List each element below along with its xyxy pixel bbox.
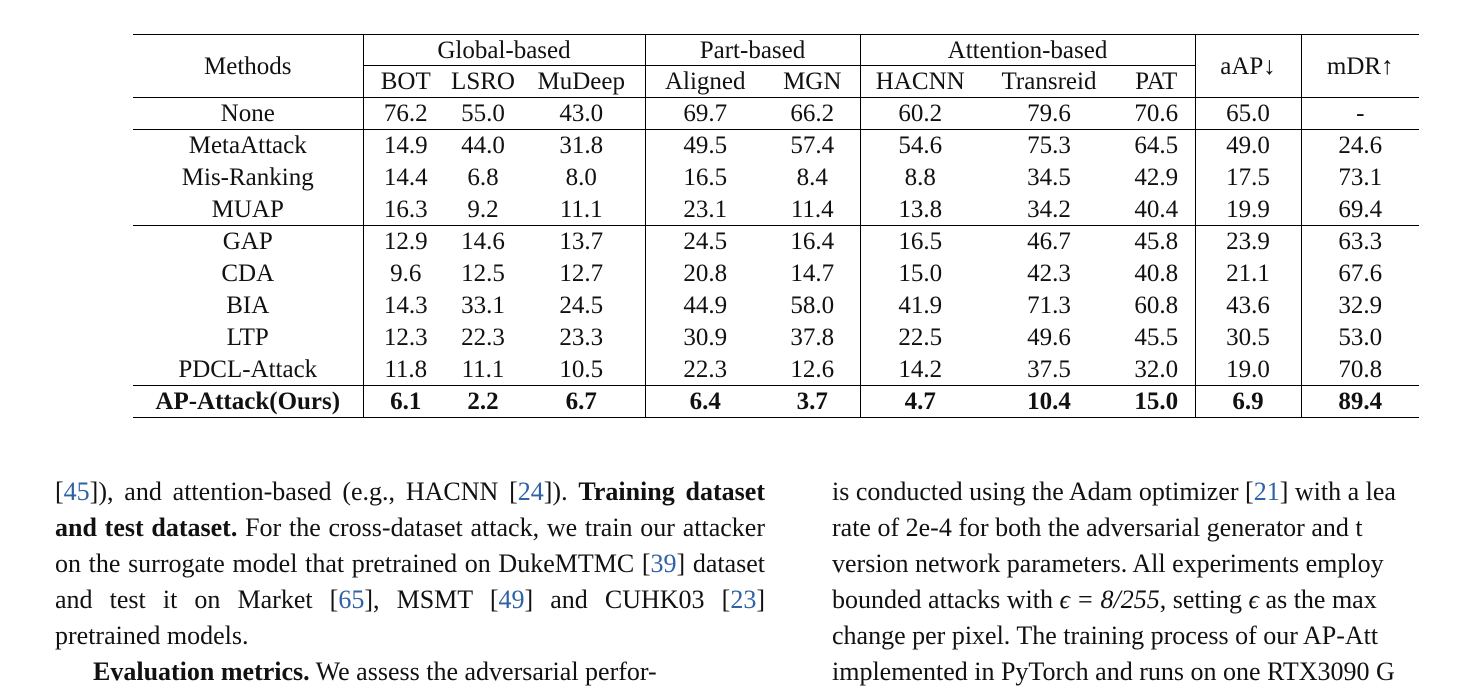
table-row <box>133 226 1419 258</box>
left-text-column <box>55 474 765 690</box>
value-cell: 33.1 <box>461 292 505 319</box>
text-line: bounded attacks with ϵ = 8/255, setting ϵ as the max <box>832 585 1377 614</box>
aap-header: aAP↓ <box>1195 35 1301 98</box>
value-cell: 14.6 <box>461 228 505 256</box>
value-cell: 32.9 <box>1301 290 1419 322</box>
value-cell: 45.8 <box>1134 228 1179 256</box>
text-line: implemented in PyTorch and runs on one RTX3090 G <box>832 657 1395 686</box>
mdr-header: mDR↑ <box>1301 35 1419 98</box>
value-cell: 16.3 <box>363 194 448 226</box>
value-cell: 69.7 <box>645 98 765 130</box>
citation-link[interactable]: 49 <box>498 585 525 614</box>
value-cell: 37.8 <box>790 324 835 351</box>
value-cell: 11.1 <box>461 355 505 383</box>
value-cell: 9.6 <box>363 258 448 290</box>
method-cell: CDA <box>221 260 275 287</box>
table-row <box>133 130 1419 162</box>
value-cell: 10.5 <box>559 355 604 383</box>
value-cell: 42.9 <box>1134 164 1179 191</box>
value-cell: 13.8 <box>860 194 980 226</box>
math-epsilon: ϵ <box>1248 585 1260 614</box>
value-cell: 45.5 <box>1134 324 1179 351</box>
value-cell: 49.0 <box>1195 130 1301 162</box>
value-cell: 6.8 <box>467 164 499 191</box>
value-cell: 4.7 <box>860 386 980 418</box>
table-row <box>133 290 1419 322</box>
model-header: BOT <box>363 66 448 98</box>
method-cell: BIA <box>226 292 270 319</box>
model-header: PAT <box>1135 68 1178 95</box>
value-cell: 12.9 <box>363 226 448 258</box>
value-cell: 24.5 <box>645 226 765 258</box>
model-header: MuDeep <box>537 68 625 95</box>
value-cell: 89.4 <box>1301 386 1419 418</box>
text-line: is conducted using the Adam optimizer [21] with a lea <box>832 477 1396 506</box>
value-cell: 12.3 <box>363 322 448 354</box>
right-text-column <box>832 474 1466 690</box>
table-row <box>133 258 1419 290</box>
value-cell: 14.7 <box>790 260 835 287</box>
value-cell: 54.6 <box>860 130 980 162</box>
table-row <box>133 322 1419 354</box>
value-cell: 71.3 <box>1027 292 1071 319</box>
table-row <box>133 386 1419 418</box>
value-cell: 58.0 <box>790 292 835 319</box>
model-header: Aligned <box>645 66 765 98</box>
value-cell: 34.5 <box>1027 164 1071 191</box>
value-cell: 76.2 <box>363 98 448 130</box>
value-cell: 43.6 <box>1195 290 1301 322</box>
method-cell: PDCL-Attack <box>178 355 318 383</box>
paragraph: Evaluation metrics. We assess the adversarial perfor- <box>93 657 657 686</box>
paragraph: [45]), and attention-based (e.g., HACNN [24]). Training dataset and test dataset. For the cross-dataset attack, we train our attacker on the surrogate model that pretrained on DukeMTMC [39] dataset and test it on Market [65], MSMT [49] and CUHK03 [23] pretrained models. <box>55 477 766 650</box>
value-cell: 15.0 <box>860 258 980 290</box>
value-cell: 11.4 <box>790 195 834 223</box>
table-row <box>133 194 1419 226</box>
value-cell: 65.0 <box>1195 98 1301 130</box>
value-cell: 43.0 <box>559 100 604 127</box>
value-cell: 44.0 <box>461 132 505 160</box>
value-cell: 34.2 <box>1027 195 1071 223</box>
value-cell: 32.0 <box>1134 355 1179 383</box>
value-cell: 16.4 <box>790 228 835 256</box>
value-cell: 14.9 <box>363 130 448 162</box>
method-cell: MetaAttack <box>188 132 307 160</box>
value-cell: 53.0 <box>1301 322 1419 354</box>
value-cell: 44.9 <box>645 290 765 322</box>
model-header: LSRO <box>451 68 515 95</box>
citation-link[interactable]: 21 <box>1253 477 1280 506</box>
value-cell: 42.3 <box>1027 260 1071 287</box>
model-header: Transreid <box>1001 68 1097 95</box>
value-cell: 9.2 <box>467 195 499 223</box>
value-cell: 70.8 <box>1301 354 1419 386</box>
value-cell: 15.0 <box>1134 388 1179 415</box>
value-cell: 30.5 <box>1195 322 1301 354</box>
method-cell: GAP <box>222 228 273 256</box>
value-cell: 22.5 <box>860 322 980 354</box>
citation-link[interactable]: 45 <box>63 477 90 506</box>
value-cell: 23.9 <box>1195 226 1301 258</box>
value-cell: 8.0 <box>565 164 597 191</box>
value-cell: 13.7 <box>559 228 604 256</box>
table-row <box>133 98 1419 130</box>
method-cell: AP-Attack(Ours) <box>155 388 341 415</box>
value-cell: 12.5 <box>461 260 505 287</box>
value-cell: 11.1 <box>559 195 603 223</box>
method-cell: Mis-Ranking <box>181 164 314 191</box>
text-line: version network parameters. All experiments employ <box>832 549 1384 578</box>
table-row <box>133 354 1419 386</box>
value-cell: 57.4 <box>790 132 835 160</box>
value-cell: 16.5 <box>860 226 980 258</box>
value-cell: 14.2 <box>860 354 980 386</box>
value-cell: 67.6 <box>1301 258 1419 290</box>
value-cell: 55.0 <box>461 100 505 127</box>
value-cell: 6.9 <box>1195 386 1301 418</box>
value-cell: 21.1 <box>1195 258 1301 290</box>
group-part: Part-based <box>645 35 860 66</box>
value-cell: 64.5 <box>1134 132 1179 160</box>
text-line: rate of 2e-4 for both the adversarial generator and t <box>832 513 1363 542</box>
value-cell: 60.2 <box>860 98 980 130</box>
value-cell: 19.0 <box>1195 354 1301 386</box>
value-cell: 12.7 <box>559 260 604 287</box>
results-table <box>133 34 1419 418</box>
value-cell: 19.9 <box>1195 194 1301 226</box>
citation-link[interactable]: 23 <box>730 585 757 614</box>
value-cell: 75.3 <box>1027 132 1071 160</box>
value-cell: 69.4 <box>1301 194 1419 226</box>
methods-header: Methods <box>133 35 363 98</box>
value-cell: 79.6 <box>1027 100 1071 127</box>
value-cell: 22.3 <box>461 324 505 351</box>
value-cell: 37.5 <box>1027 355 1071 383</box>
model-header: MGN <box>783 68 842 95</box>
value-cell: 41.9 <box>860 290 980 322</box>
method-cell: None <box>220 100 275 127</box>
value-cell: 40.8 <box>1134 260 1179 287</box>
value-cell: 2.2 <box>467 388 499 415</box>
value-cell: 73.1 <box>1301 162 1419 194</box>
section-heading: Evaluation metrics. <box>93 657 310 686</box>
group-attention: Attention-based <box>860 35 1195 66</box>
value-cell: 11.8 <box>363 354 448 386</box>
method-cell: MUAP <box>211 195 284 223</box>
value-cell: 49.5 <box>645 130 765 162</box>
group-global: Global-based <box>363 35 645 66</box>
text-line: change per pixel. The training process of our AP-Att <box>832 621 1379 650</box>
value-cell: 20.8 <box>645 258 765 290</box>
value-cell: 14.4 <box>363 162 448 194</box>
method-cell: LTP <box>226 324 269 351</box>
value-cell: 10.4 <box>1027 388 1071 415</box>
value-cell: 66.2 <box>790 100 835 127</box>
value-cell: 22.3 <box>645 354 765 386</box>
value-cell: 49.6 <box>1027 324 1071 351</box>
value-cell: 14.3 <box>363 290 448 322</box>
citation-link[interactable]: 65 <box>338 585 365 614</box>
math-epsilon: ϵ = 8/255 <box>1059 585 1160 614</box>
citation-link[interactable]: 39 <box>650 549 677 578</box>
value-cell: - <box>1301 98 1419 130</box>
value-cell: 24.5 <box>559 292 604 319</box>
value-cell: 31.8 <box>559 132 604 160</box>
value-cell: 30.9 <box>645 322 765 354</box>
model-header: HACNN <box>860 66 980 98</box>
value-cell: 16.5 <box>645 162 765 194</box>
table-row <box>133 162 1419 194</box>
value-cell: 40.4 <box>1134 195 1179 223</box>
value-cell: 60.8 <box>1134 292 1179 319</box>
value-cell: 23.3 <box>559 324 604 351</box>
value-cell: 63.3 <box>1301 226 1419 258</box>
value-cell: 12.6 <box>790 355 835 383</box>
value-cell: 6.4 <box>645 386 765 418</box>
value-cell: 3.7 <box>796 388 828 415</box>
value-cell: 23.1 <box>645 194 765 226</box>
citation-link[interactable]: 24 <box>517 477 544 506</box>
value-cell: 24.6 <box>1301 130 1419 162</box>
value-cell: 8.8 <box>860 162 980 194</box>
value-cell: 17.5 <box>1195 162 1301 194</box>
value-cell: 6.7 <box>565 388 597 415</box>
value-cell: 6.1 <box>363 386 448 418</box>
section-heading: Training dataset and test dataset. <box>55 477 765 542</box>
value-cell: 46.7 <box>1027 228 1071 256</box>
value-cell: 70.6 <box>1134 100 1179 127</box>
value-cell: 8.4 <box>796 164 828 191</box>
